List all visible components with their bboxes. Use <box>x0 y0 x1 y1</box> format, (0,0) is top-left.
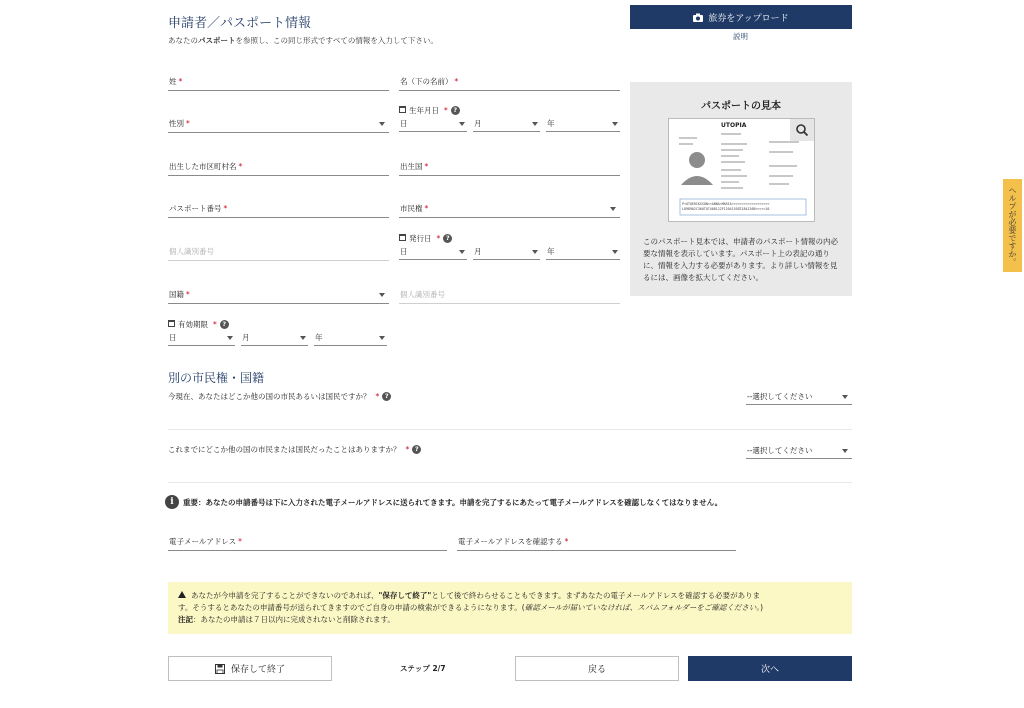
explain-link[interactable]: 説明 <box>733 32 748 41</box>
sample-title: パスポートの見本 <box>701 101 781 112</box>
page-title: 申請者／パスポート情報 <box>168 16 312 31</box>
chevron-down-icon <box>300 336 306 340</box>
warning-icon <box>178 591 186 598</box>
issue-date-label: 発行日 * ? <box>399 233 452 244</box>
chevron-down-icon <box>379 293 385 297</box>
step-indicator: ステップ 2/7 <box>400 664 446 673</box>
passport-mrz: P<UTOERIKSSON<<ANNA<MARIA<<<<<<<<<<<<<<<<<<< L898902C36UTO7408122F1204159ZE184226B<<<<<10 <box>682 202 770 211</box>
nationality-select[interactable]: 国籍 * <box>168 286 389 304</box>
upload-passport-button[interactable]: 旅券をアップロード <box>630 5 852 29</box>
chevron-down-icon <box>842 395 848 399</box>
birth-country-field[interactable]: 出生国 * <box>399 158 620 176</box>
section-title-citizenship: 別の市民権・国籍 <box>168 371 265 385</box>
email-field[interactable]: 電子メールアドレス * <box>168 533 447 551</box>
sample-description: このパスポート見本では、申請者のパスポート情報の内必要な情報を表示しています。パスポート上の表記の通りに、情報を入力する必要があります。より詳しい情報を見るには、画像を拡大してください。 <box>643 237 838 282</box>
passport-sample-panel <box>630 82 852 296</box>
next-button[interactable]: 次へ <box>688 656 852 681</box>
chevron-down-icon <box>612 250 618 254</box>
save-warning-box: あなたが今申請を完了することができないのであれば、"保存して終了"として後で終わらせることもできます。まずあなたの電子メールアドレスを確認する必要がありま す。そうするとあなたの申請番号が送られてきますのでご自身の申請の検索ができるようになります。(確認メールが届いていなければ、スパムフォルダーをご確認ください。) 注記：あなたの申請は７日以内に完成されないと削除されます。 <box>168 582 852 634</box>
floppy-disk-icon <box>215 664 225 674</box>
chevron-down-icon <box>842 449 848 453</box>
info-icon: i <box>165 495 179 509</box>
passport-sample-image[interactable]: UTOPIA P<UTOERIKSSON<<ANNA<MARIA<<<<<<<<<<<<<<<<<<< L898902C36UTO7408122F1204159ZE184226B<<<<<10 <box>668 118 815 222</box>
page-subtitle: あなたのパスポートを参照し、この同じ形式ですべての情報を入力して下さい。 <box>168 36 438 45</box>
personal-id-field[interactable]: 個人識別番号 <box>168 243 389 261</box>
help-icon[interactable]: ? <box>412 445 421 454</box>
save-exit-button[interactable]: 保存して終了 <box>168 656 332 681</box>
passport-number-field[interactable]: パスポート番号 * <box>168 200 389 218</box>
personal-id-2-field[interactable]: 個人識別番号 <box>399 286 620 304</box>
question-current-citizen: 今現在、あなたはどこか他の国の市民あるいは国民ですか？ * ? <box>168 391 391 402</box>
divider <box>168 482 852 483</box>
chevron-down-icon <box>459 250 465 254</box>
help-icon[interactable]: ? <box>443 234 452 243</box>
expiry-day-select[interactable]: 日 <box>168 332 235 346</box>
birth-year-select[interactable]: 年 <box>546 118 620 132</box>
birth-month-select[interactable]: 月 <box>473 118 540 132</box>
question-past-citizen: これまでにどこか他の国の市民または国民だったことはありますか？ * ? <box>168 444 421 455</box>
help-side-tab[interactable]: ヘルプが必要ですか。 <box>1003 179 1022 272</box>
important-notice: i 重要：あなたの申請番号は下に入力された電子メールアドレスに送られてきます。申請を完了するにあたって電子メールアドレスを確認しなくてはなりません。 <box>165 495 722 509</box>
birth-day-select[interactable]: 日 <box>399 118 467 132</box>
surname-field[interactable]: 姓 * <box>168 73 389 91</box>
help-icon[interactable]: ? <box>382 392 391 401</box>
birth-date-label: 生年月日 * ? <box>399 105 460 116</box>
help-icon[interactable]: ? <box>451 106 460 115</box>
help-icon[interactable]: ? <box>220 320 229 329</box>
past-citizen-select[interactable]: --選択してください <box>746 443 852 459</box>
birth-city-field[interactable]: 出生した市区町村名 * <box>168 158 389 176</box>
chevron-down-icon <box>532 250 538 254</box>
calendar-icon <box>168 320 175 327</box>
issue-day-select[interactable]: 日 <box>399 246 467 260</box>
citizenship-select[interactable]: 市民権 * <box>399 200 620 218</box>
camera-icon <box>693 13 703 22</box>
divider <box>168 429 852 430</box>
chevron-down-icon <box>379 122 385 126</box>
expiry-month-select[interactable]: 月 <box>241 332 308 346</box>
confirm-email-field[interactable]: 電子メールアドレスを確認する * <box>457 533 736 551</box>
issue-year-select[interactable]: 年 <box>546 246 620 260</box>
chevron-down-icon <box>379 336 385 340</box>
current-citizen-select[interactable]: --選択してください <box>746 389 852 405</box>
expiry-date-label: 有効期限 * ? <box>168 319 229 330</box>
back-button[interactable]: 戻る <box>515 656 679 681</box>
search-icon <box>790 119 814 141</box>
given-name-field[interactable]: 名（下の名前） * <box>399 73 620 91</box>
calendar-icon <box>399 106 406 113</box>
chevron-down-icon <box>459 122 465 126</box>
gender-select[interactable]: 性別 * <box>168 115 389 133</box>
chevron-down-icon <box>612 122 618 126</box>
expiry-year-select[interactable]: 年 <box>314 332 387 346</box>
issue-month-select[interactable]: 月 <box>473 246 540 260</box>
chevron-down-icon <box>227 336 233 340</box>
chevron-down-icon <box>610 207 616 211</box>
calendar-icon <box>399 234 406 241</box>
zoom-button[interactable] <box>790 119 814 141</box>
chevron-down-icon <box>532 122 538 126</box>
